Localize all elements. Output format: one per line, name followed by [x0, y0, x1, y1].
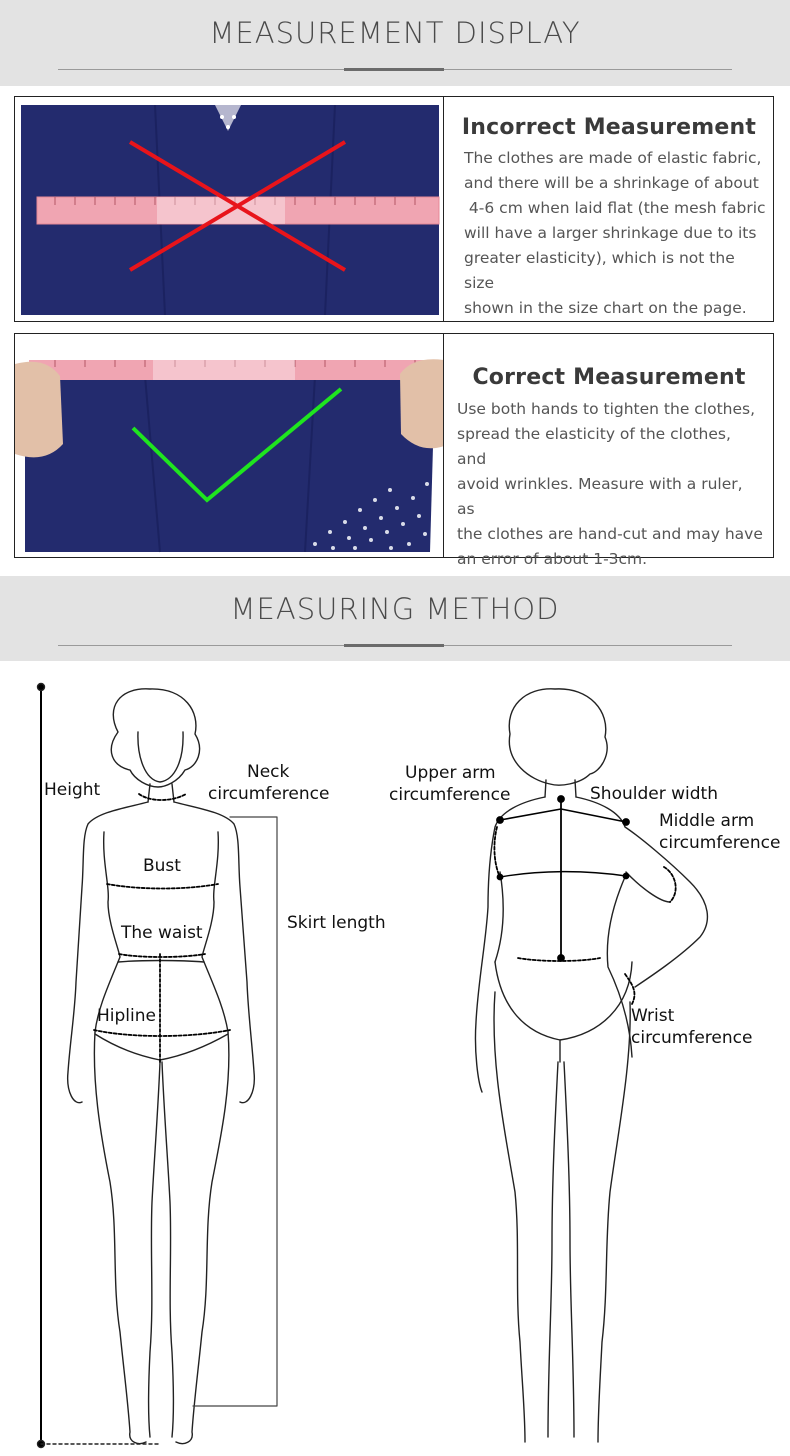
correct-measurement-description: [455, 397, 763, 572]
incorrect-measurement-description: [455, 146, 766, 321]
divider-accent: [344, 644, 444, 647]
measuring-method-header: [0, 576, 790, 661]
measurement-display-header: [0, 0, 790, 86]
description-line: an error of about 1-3cm.: [457, 550, 648, 568]
description-line: Use both hands to tighten the clothes,: [457, 400, 756, 418]
correct-measurement-card: [14, 333, 774, 568]
bust-label: Bust: [143, 856, 181, 876]
height-label: Height: [44, 780, 101, 800]
measuring-diagram: [0, 662, 790, 1456]
section-title: MEASUREMENT DISPLAY: [209, 16, 581, 50]
neck-label-line1: Neck: [247, 762, 290, 782]
incorrect-measurement-card: [14, 96, 774, 322]
divider-accent: [344, 68, 444, 71]
correct-measurement-title: Correct Measurement: [472, 365, 746, 390]
upper-arm-label-line2: circumference: [389, 785, 511, 805]
correct-measurement-text: [455, 334, 763, 568]
description-line: 4-6 cm when laid flat (the mesh fabric: [464, 199, 766, 217]
neck-label-line2: circumference: [208, 784, 330, 804]
description-line: and there will be a shrinkage of about: [464, 174, 759, 192]
description-line: the clothes are hand-cut and may have: [457, 525, 763, 543]
middle-arm-label-line2: circumference: [659, 833, 781, 853]
incorrect-measurement-text: [455, 97, 766, 321]
wrist-label-line2: circumference: [631, 1028, 753, 1048]
correct-measurement-image: [15, 334, 444, 557]
waist-label: The waist: [121, 923, 203, 943]
description-line: shown in the size chart on the page.: [464, 299, 747, 317]
shoulder-width-label: Shoulder width: [590, 784, 718, 804]
incorrect-measurement-photo: [15, 97, 444, 321]
middle-arm-label-line1: Middle arm: [659, 811, 755, 831]
hipline-label: Hipline: [97, 1006, 156, 1026]
upper-arm-label-line1: Upper arm: [405, 763, 496, 783]
description-line: will have a larger shrinkage due to its: [464, 224, 757, 242]
incorrect-measurement-image: [15, 97, 444, 321]
body-figures: [0, 662, 790, 1456]
section-title: MEASURING METHOD: [230, 592, 560, 626]
description-line: The clothes are made of elastic fabric,: [464, 149, 762, 167]
correct-measurement-photo: [15, 334, 444, 557]
description-line: spread the elasticity of the clothes, and: [457, 425, 731, 468]
skirt-length-label: Skirt length: [287, 913, 386, 933]
incorrect-measurement-title: Incorrect Measurement: [461, 115, 757, 140]
description-line: avoid wrinkles. Measure with a ruler, as: [457, 475, 743, 518]
description-line: greater elasticity), which is not the size: [464, 249, 735, 292]
wrist-label-line1: Wrist: [631, 1006, 675, 1026]
